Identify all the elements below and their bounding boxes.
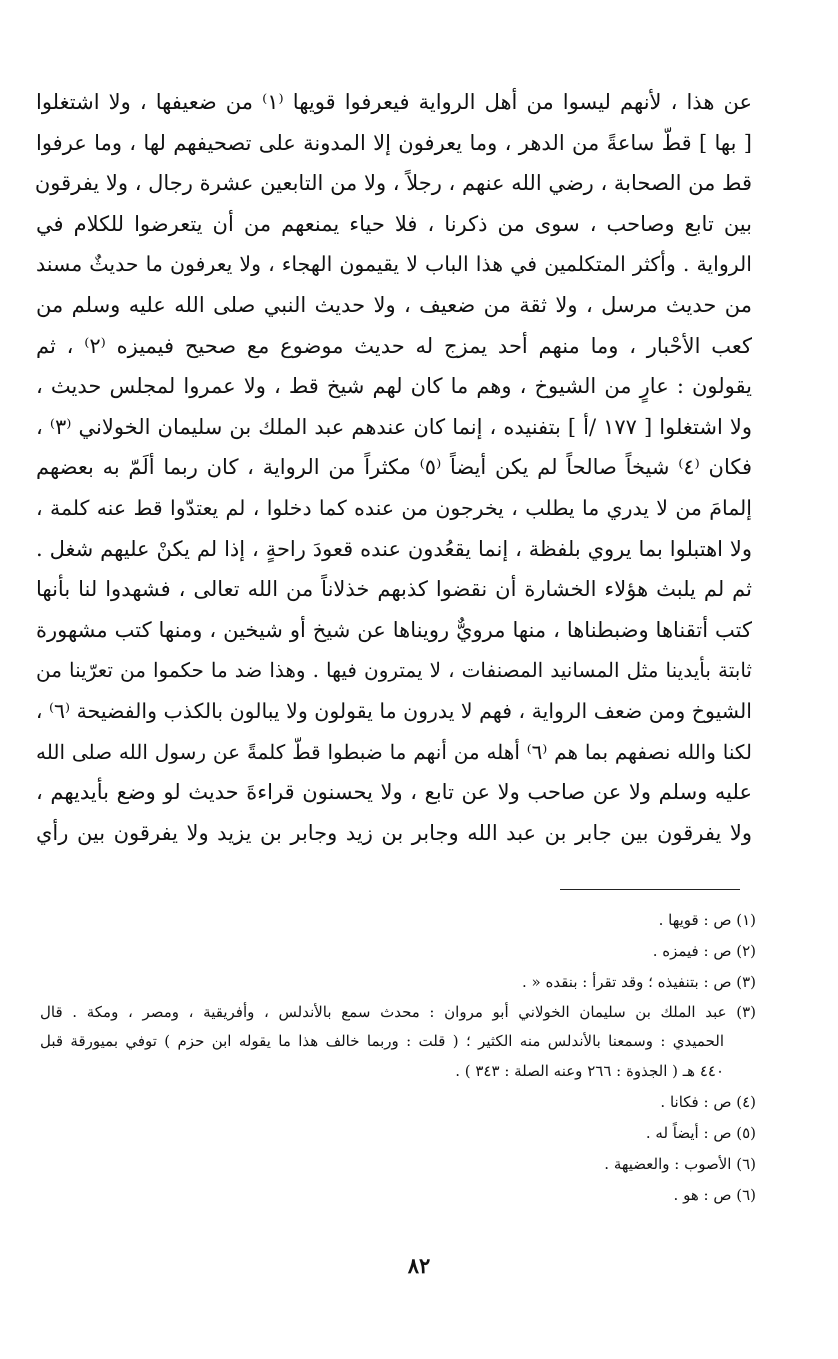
footnote-line: (٣) ص : بتنفيذه ؛ وقد تقرأ : بنقده « .: [522, 973, 756, 991]
footnote-line: (٣) عبد الملك بن سليمان الخولاني أبو مروان : محدث سمع بالأندلس ، وأفريقية ، ومصر ، ومكة . قال: [40, 1003, 756, 1021]
body-line: كتب أتقناها وضبطناها ، منها مرويٌّ رويناها عن شيخ أو شيخين ، ومنها كتب مشهورة: [36, 617, 752, 642]
body-line: بين تابع وصاحب ، سوى من ذكرنا ، فلا حياء يمنعهم من أن يتعرضوا للكلام في: [36, 211, 752, 236]
footnote-line: (٦) الأصوب : والعضيهة .: [604, 1155, 756, 1173]
body-line: الشيوخ ومن ضعف الرواية ، فهم لا يدرون ما يقولون ولا يبالون بالكذب والفضيحة ⁽٦⁾ ،: [35, 698, 752, 723]
body-line: ولا يفرقون بين جابر بن عبد الله وجابر بن زيد وجابر بن يزيد ولا يفرقون بين رأي: [36, 820, 752, 845]
body-line: قط من الصحابة ، رضي الله عنهم ، رجلاً ، ولا من التابعين عشرة رجال ، ولا يفرقون: [34, 171, 752, 196]
body-line: كعب الأحْبار ، وما منهم أحد يمزج له حديث موضوع مع صحيح فيميزه ⁽٢⁾ ، ثم: [36, 333, 752, 358]
footnote-separator: [560, 889, 740, 890]
body-line: يقولون : عارٍ من الشيوخ ، وهم ما كان لهم شيخ قط ، ولا عمروا لمجلس حديث ،: [36, 374, 752, 399]
body-line: الرواية . وأكثر المتكلمين في هذا الباب لا يقيمون الهجاء ، ولا يعرفون ما حديثٌ مسند: [36, 252, 752, 277]
main-body-text: [36, 82, 752, 853]
body-line: عليه وسلم ولا عن صاحب ولا عن تابع ، ولا يحسنون قراءةَ حديث لو وضع بأيديهم ،: [36, 780, 752, 805]
body-line: لكنا والله نصفهم بما هم ⁽٦⁾ أهله من أنهم ما ضبطوا قطّ كلمةً عن رسول الله صلى الله: [36, 739, 753, 764]
body-line: فكان ⁽٤⁾ شيخاً صالحاً لم يكن أيضاً ⁽٥⁾ مكثراً من الرواية ، كان ربما ألَمّ به بعضهم: [36, 455, 753, 480]
body-line: عن هذا ، لأنهم ليسوا من أهل الرواية فيعرفوا قويها ⁽١⁾ من ضعيفها ، ولا اشتغلوا: [36, 90, 752, 114]
page-number: ٨٢: [407, 1253, 431, 1278]
body-line: ولا اشتغلوا [ ١٧٧ /أ ] بتفنيده ، إنما كان عندهم عبد الملك بن سليمان الخولاني ⁽٣⁾ ،: [36, 414, 752, 439]
body-line: ولا اهتبلوا بما يروي بلفظة ، إنما يقعُدون عنده قعودَ راحةٍ ، إذا لم يكنْ عليهم شغل .: [36, 536, 752, 561]
footnote-line: الحميدي : وسمعنا بالأندلس منه الكثير ؛ ( قلت : وربما خالف هذا ما يقوله ابن حزم ) توفي بميورقة قبل: [40, 1032, 724, 1050]
body-line: ثم لم يلبث هؤلاء الخشارة أن نقضوا كذبهم خذلاناً من الله تعالى ، فشهدوا لنا بأنها: [36, 577, 752, 602]
body-line: [ بها ] قطّ ساعةً من الدهر ، وما يعرفون إلا المدونة على تصحيفهم لها ، وما عرفوا: [36, 130, 752, 155]
body-line: من حديث مرسل ، ولا ثقة من ضعيف ، ولا حديث النبي صلى الله عليه وسلم من: [36, 292, 752, 317]
footnote-line: (١) ص : قويها .: [658, 911, 756, 929]
footnote-line: (٢) ص : فيمزه .: [652, 942, 756, 960]
body-line: إلمامَ من لا يدري ما يطلب ، يخرجون من عنده كما دخلوا ، لم يعتدّوا قط عنه كلمة ،: [36, 495, 752, 520]
footnote-line: ٤٤٠ هـ ( الجذوة : ٢٦٦ وعنه الصلة : ٣٤٣ ) .: [455, 1062, 724, 1080]
footnotes: [40, 905, 756, 1211]
footnote-line: (٥) ص : أيضاً له .: [645, 1124, 756, 1142]
body-line: ثابتة بأيدينا مثل المسانيد المصنفات ، لا يمترون فيها . وهذا ضد ما حكموا من تعرّينا من: [36, 658, 752, 683]
footnote-line: (٦) ص : هو .: [673, 1186, 756, 1204]
footnote-line: (٤) ص : فكانا .: [660, 1093, 756, 1111]
